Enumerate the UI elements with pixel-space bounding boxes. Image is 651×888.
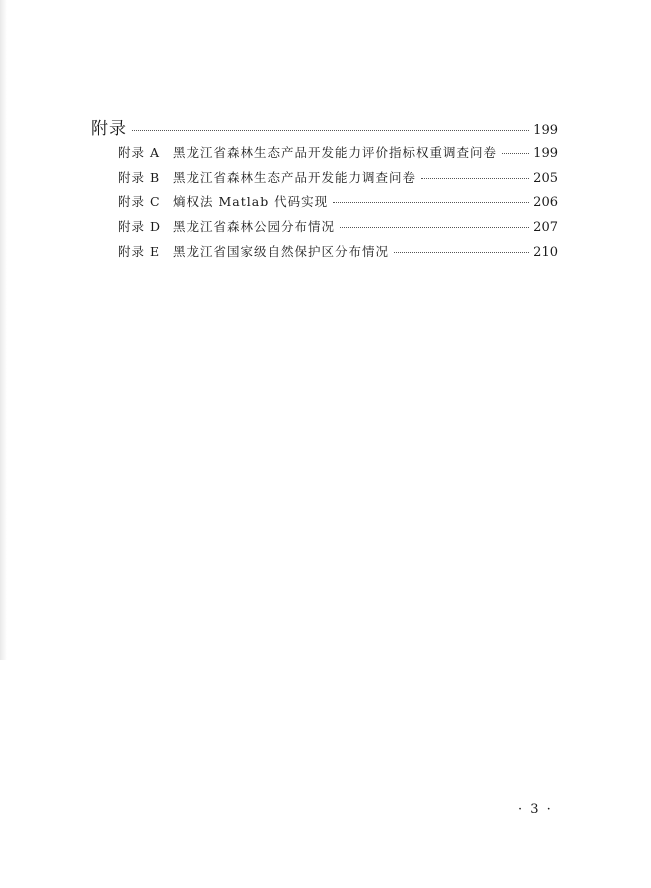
toc-entry-label: 附录 D <box>118 219 161 234</box>
toc-entry-page: 210 <box>533 245 558 260</box>
toc-entry-appendix-d[interactable] <box>118 217 558 235</box>
toc-entry-title: 附录 <box>91 119 127 139</box>
toc-entry-title: 黑龙江省森林生态产品开发能力评价指标权重调查问卷 <box>173 145 498 160</box>
dot-leader <box>502 153 529 154</box>
toc-entry-appendix-e[interactable] <box>118 242 558 260</box>
toc-entry-label: 附录 E <box>118 244 161 259</box>
toc-entry-title: 黑龙江省森林公园分布情况 <box>173 219 336 234</box>
toc-entry-page: 205 <box>533 171 558 186</box>
toc-entry-label: 附录 C <box>118 194 161 209</box>
toc-entry-label: 附录 B <box>118 170 161 185</box>
toc-entry-label: 附录 A <box>118 145 161 160</box>
toc-entry-appendix-a[interactable] <box>118 143 558 161</box>
page-number: · 3 · <box>518 802 553 817</box>
toc-entry-page: 199 <box>533 146 558 161</box>
toc-entry-page: 207 <box>533 220 558 235</box>
toc-entry-appendix-c[interactable] <box>118 192 558 210</box>
dot-leader <box>340 227 529 228</box>
toc-entry-title: 熵权法 Matlab 代码实现 <box>173 194 329 209</box>
dot-leader <box>333 202 529 203</box>
dot-leader <box>421 178 529 179</box>
toc-entry-page: 199 <box>533 123 558 138</box>
dot-leader <box>132 130 529 131</box>
toc-entry-appendix[interactable] <box>91 114 558 139</box>
toc-entry-title: 黑龙江省森林生态产品开发能力调查问卷 <box>173 170 417 185</box>
toc-entry-page: 206 <box>533 195 558 210</box>
toc-entry-appendix-b[interactable] <box>118 168 558 186</box>
toc-entry-title: 黑龙江省国家级自然保护区分布情况 <box>173 244 390 259</box>
dot-leader <box>394 252 529 253</box>
